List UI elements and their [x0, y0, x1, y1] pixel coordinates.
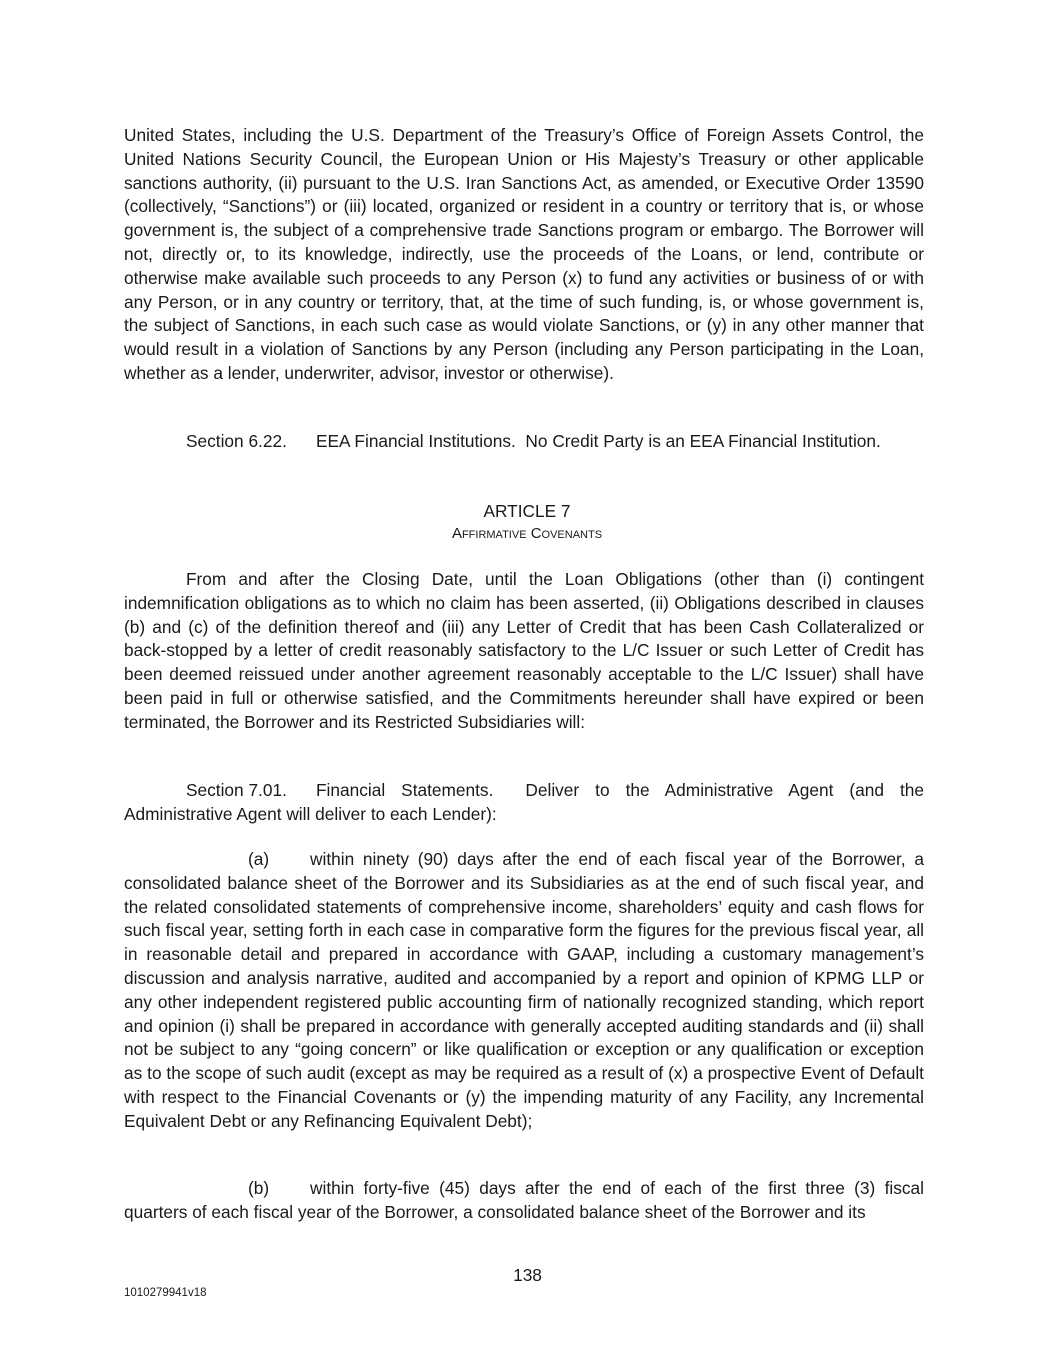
section-7-01 [124, 779, 924, 827]
section-6-22-text: No Credit Party is an EEA Financial Institution. [525, 431, 881, 451]
section-7-01-text: Deliver to the Administrative Agent (and the Administrative Agent will deliver to each Lender): [124, 780, 925, 824]
article-title: ARTICLE 7 [483, 501, 571, 521]
clause-b [124, 1177, 924, 1225]
page-number: 138 [513, 1265, 542, 1285]
article-subtitle: Affirmative Covenants [451, 525, 603, 542]
clause-b-label: (b) [248, 1178, 270, 1198]
document-id: 1010279941v18 [124, 1287, 207, 1299]
paragraph-article-intro: From and after the Closing Date, until the Loan Obligations (other than (i) contingent indemnification obligations as to which no claim has been asserted, (ii) Obligations described in clauses (b) and (c) of the definition thereof and (iii) any Letter of Credit that has been Cash Collateralized or back-stopped by a letter of credit reasonably satisfactory to the L/C Issuer or such Letter of Credit has been deemed reissued under another agreement reasonably acceptable to the L/C Issuer) shall have been paid in full or otherwise satisfied, and the Commitments hereunder shall have expired or been terminated, the Borrower and its Restricted Subsidiaries will: [124, 569, 924, 732]
clause-b-text: within forty-five (45) days after the end of each of the first three (3) fiscal quarters of each fiscal year of the Borrower, a consolidated balance sheet of the Borrower and its [124, 1178, 924, 1222]
clause-a-label: (a) [248, 849, 270, 869]
section-7-01-heading: Financial Statements. [316, 780, 494, 800]
section-6-22-label: Section 6.22. [186, 431, 287, 451]
section-7-01-label: Section 7.01. [186, 780, 287, 800]
section-6-22 [124, 430, 924, 454]
section-6-22-heading: EEA Financial Institutions. [316, 431, 516, 451]
clause-a-text: within ninety (90) days after the end of each fiscal year of the Borrower, a consolidated balance sheet of the Borrower and its Subsidiaries as at the end of such fiscal year, and the related consolidated statements of comprehensive income, shareholders’ equity and cash flows for such fiscal year, setting forth in each case in comparative form the figures for the previous fiscal year, all in reasonable detail and prepared in accordance with GAAP, including a customary management’s discussion and analysis narrative, audited and accompanied by a report and opinion of KPMG LLP or any other independent registered public accounting firm of nationally recognized standing, which report and opinion (i) shall be prepared in accordance with generally accepted auditing standards and (ii) shall not be subject to any “going concern” or like qualification or exception or any qualification or exception as to the scope of such audit (except as may be required as a result of (x) a prospective Event of Default with respect to the Financial Covenants or (y) the impending maturity of any Facility, any Incremental Equivalent Debt or any Refinancing Equivalent Debt); [124, 849, 924, 1131]
clause-a [124, 848, 924, 1134]
paragraph-sanctions: United States, including the U.S. Department of the Treasury’s Office of Foreign Assets Control, the United Nations Security Council, the European Union or His Majesty’s Treasury or other applicable sanctions authority, (ii) pursuant to the U.S. Iran Sanctions Act, as amended, or Executive Order 13590 (collectively, “Sanctions”) or (iii) located, organized or resident in a country or territory that is, or whose government is, the subject of a comprehensive trade Sanctions program or embargo. The Borrower will not, directly or, to its knowledge, indirectly, use the proceeds of the Loans, or lend, contribute or otherwise make available such proceeds to any Person (x) to fund any activities or business of or with any Person, or in any country or territory, that, at the time of such funding, is, or whose government is, the subject of Sanctions, in each such case as would violate Sanctions, or (y) in any other manner that would result in a violation of Sanctions by any Person (including any Person participating in the Loan, whether as a lender, underwriter, advisor, investor or otherwise). [124, 125, 924, 383]
